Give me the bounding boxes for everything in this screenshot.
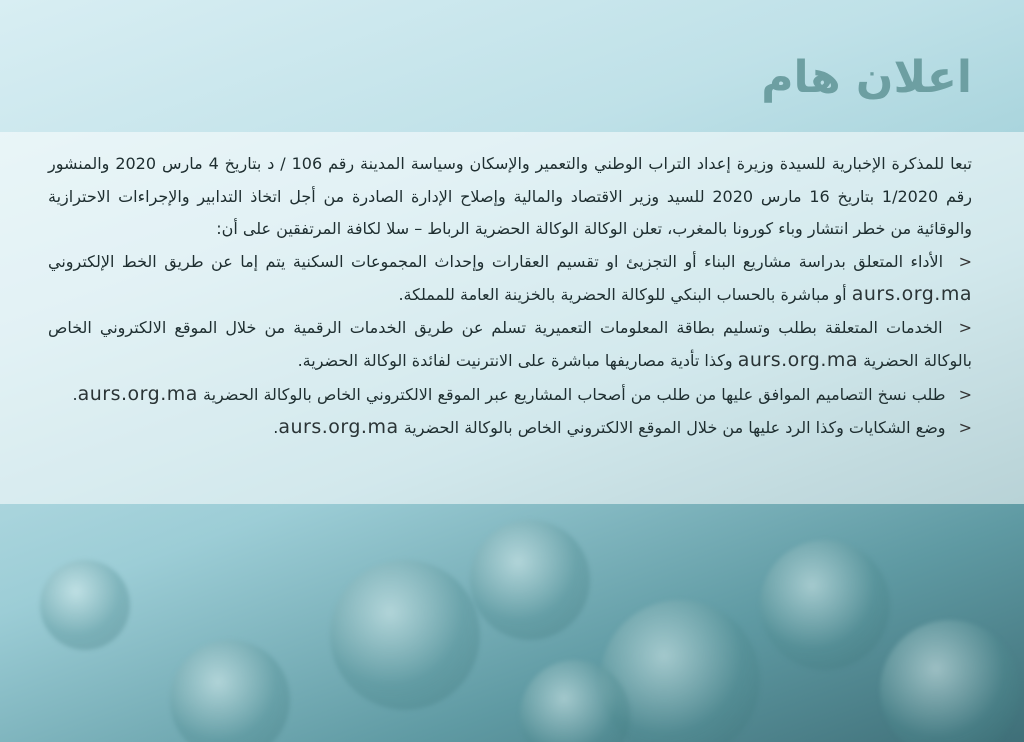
list-item: < طلب نسخ التصاميم الموافق عليها من طلب من أصحاب المشاريع عبر الموقع الالكتروني الخاص بالوكالة الحضرية aurs.org.ma.	[48, 378, 972, 412]
intro-paragraph: تبعا للمذكرة الإخبارية للسيدة وزيرة إعداد التراب الوطني والتعمير والإسكان وسياسة المدينة رقم 106 / د بتاريخ 4 مارس 2020 والمنشور رقم 1/2020 بتاريخ 16 مارس 2020 للسيد وزير الاقتصاد والمالية وإصلاح الإدارة الصادرة من أجل اتخاذ التدابير والإجراءات الاحترازية والوقائية من خطر انتشار وباء كورونا بالمغرب، تعلن الوكالة الوكالة الحضرية الرباط – سلا لكافة المرتفقين على أن:	[48, 154, 972, 238]
bullet-icon: <	[958, 317, 972, 337]
bullet-icon: <	[958, 251, 973, 271]
website-link[interactable]: aurs.org.ma	[77, 382, 198, 405]
list-item: < وضع الشكايات وكذا الرد عليها من خلال الموقع الالكتروني الخاص بالوكالة الحضرية aurs.org.ma.	[48, 411, 972, 445]
bullet-icon: <	[958, 384, 972, 404]
list-item: < الأداء المتعلق بدراسة مشاريع البناء أو التجزيئ او تقسيم العقارات وإحداث المجموعات السكنية يتم إما عن طريق الخط الإلكتروني aurs.org.ma أو مباشرة بالحساب البنكي للوكالة الحضرية بالخزينة العامة للمملكة.	[48, 246, 972, 312]
list-item: < الخدمات المتعلقة بطلب وتسليم بطاقة المعلومات التعميرية تسلم عن طريق الخدمات الرقمية من خلال الموقع الالكتروني الخاص بالوكالة الحضرية aurs.org.ma وكذا تأدية مصاريفها مباشرة على الانترنيت لفائدة الوكالة الحضرية.	[48, 312, 972, 378]
website-link[interactable]: aurs.org.ma	[278, 416, 399, 438]
announcement-title: اعلان هام	[761, 52, 972, 103]
announcement-body	[48, 148, 972, 445]
website-link[interactable]: aurs.org.ma	[851, 283, 972, 305]
website-link[interactable]: aurs.org.ma	[737, 349, 859, 371]
bullet-icon: <	[958, 418, 972, 437]
